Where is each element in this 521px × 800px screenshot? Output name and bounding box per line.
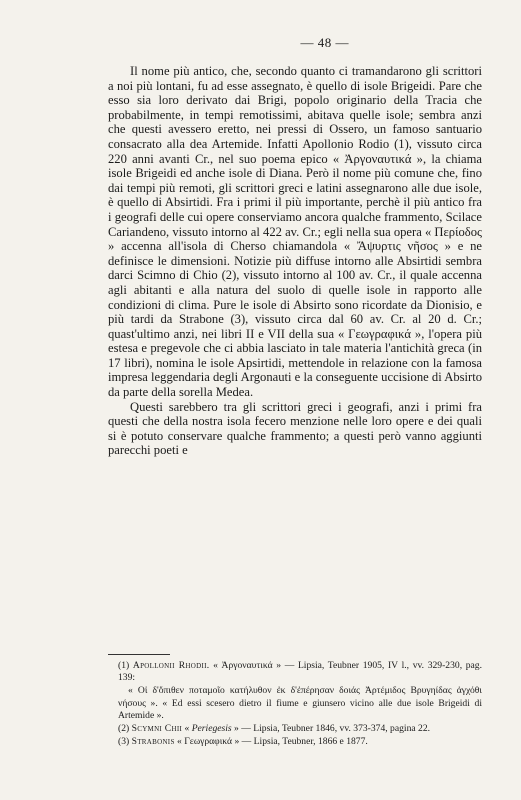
footnote-2-text: — Lipsia, Teubner 1846, vv. 373-374, pagina 22. xyxy=(241,723,431,735)
footnote-2: (2) Scymni Chii « Periegesis » — Lipsia, Teubner 1846, vv. 373-374, pagina 22. xyxy=(118,723,431,735)
footnotes xyxy=(118,660,482,749)
footnote-1-quote: « Οἱ δ'ὄπιθεν ποταμοῖο κατήλυθον ἐκ δ'ἐπέρησαν δοιάς Ἀρτέμιδος Βρυγηίδας ἀγχόθι νήσους ». « Ed essi scesero dietro il fiume e giunsero vicino alle due isole Brigeidi di Artemide ». xyxy=(118,685,482,721)
footnote-1-text: « Ἀργοναυτικά » — Lipsia, Teubner 1905, IV l., vv. 329-230, pag. 139: xyxy=(118,660,482,684)
paragraph-1: Il nome più antico, che, secondo quanto ci tramandarono gli scrittori a noi più lontani, fu ad esse assegnato, è quello di isole Brigeidi. Pare che esso sia loro derivato dai Brigi, popolo originario della Tracia che probabilmente, in tempi remotissimi, abitava quelle isole; sembra anzi che questi avessero eretto, nei pressi di Ossero, un famoso santuario consacrato alla dea Artemide. Infatti Apollonio Rodio (1), vissuto circa 220 anni avanti Cr., nel suo poema epico « Ἀργοναυτικά », la chiama isole Brigeidi ed anche isole di Diana. Però il nome più comune che, fino dai tempi più remoti, gli scrittori greci e latini assegnarono alle due isole, è quello di Absirtidi. Fra i primi il più importante, perchè il più antico fra i geografi delle cui opere conserviamo ancora qualche frammento, Scilace Cariandeno, vissuto intorno al 422 av. Cr.; egli nella sua opera « Περίοδος » accenna all'isola di Cherso chiamandola « Ἄψυρτις νῆσος » e ne definisce le dimensioni. Notizie più diffuse intorno alle Absirtidi sembra darci Scimno di Chio (2), vissuto intorno al 100 av. Cr., il quale accenna agli abitanti e alla natura del suolo di quelle isole in rapporto alle condizioni di clima. Pure le isole di Absirto sono ricordate da Dionisio, e più tardi da Strabone (3), vissuto circa dal 60 av. Cr. al 20 d. Cr.; quast'ultimo anzi, nei libri II e VII della sua « Γεωγραφικά », l'opera più estesa e pregevole che ci abbia lasciato in tale materia l'antichità greca (in 17 libri), nomina le isole Apsirtidi, mettendole in relazione con la famosa impresa leggendaria degli Argonauti e la conseguente uccisione di Absirto da parte della sorella Medea. xyxy=(108,64,482,400)
footnote-2-author: Scymni Chii xyxy=(131,723,183,735)
footnote-2-title: Periegesis xyxy=(191,723,232,735)
body-text xyxy=(108,64,482,458)
footnote-3-author: Strabonis xyxy=(131,736,175,748)
footnote-rule xyxy=(108,654,170,655)
footnote-1: (1) Apollonii Rhodii. « Ἀργοναυτικά » — Lipsia, Teubner 1905, IV l., vv. 329-230, pag. 139: xyxy=(118,660,482,684)
footnote-3-text: « Γεωγραφικά » — Lipsia, Teubner, 1866 e 1877. xyxy=(177,736,368,748)
paragraph-2: Questi sarebbero tra gli scrittori greci i geografi, anzi i primi fra questi che della nostra isola fecero menzione nelle loro opere e dei quali si è potuto conservare qualche frammento; a questi però vanno aggiunti parecchi poeti e xyxy=(108,399,482,458)
footnote-1-author: Apollonii Rhodii. xyxy=(132,660,210,671)
footnote-3: (3) Strabonis « Γεωγραφικά » — Lipsia, Teubner, 1866 e 1877. xyxy=(118,736,368,748)
page-number: — 48 — xyxy=(300,35,349,50)
